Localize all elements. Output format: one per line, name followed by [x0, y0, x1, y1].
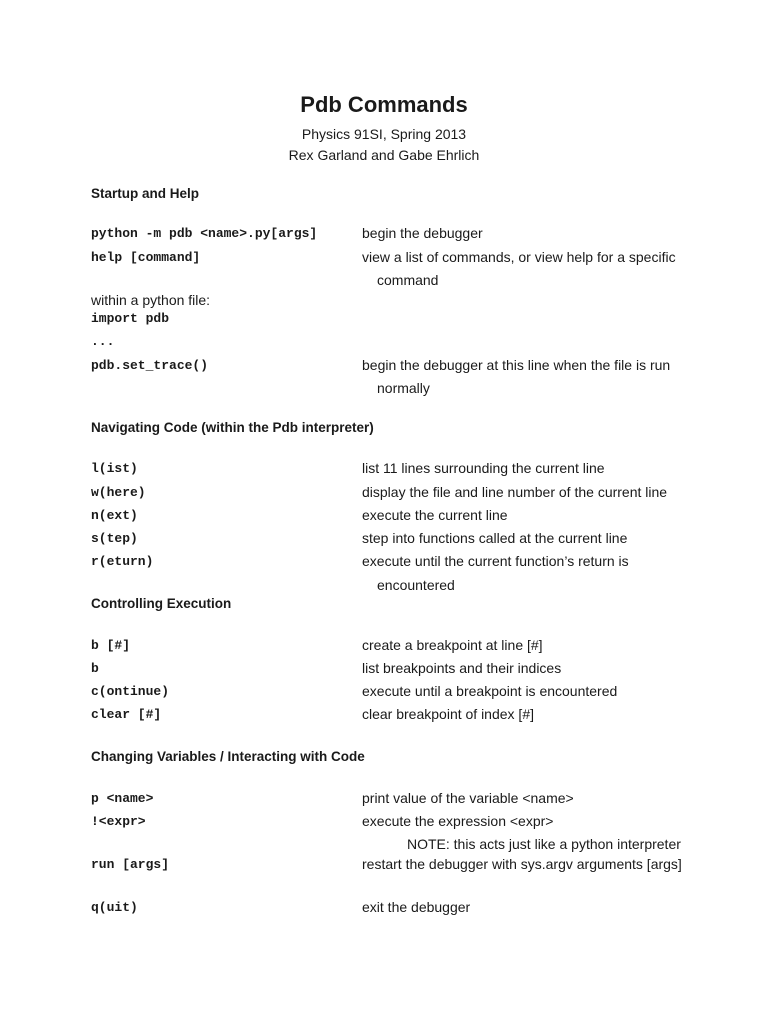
course-subtitle: Physics 91SI, Spring 2013: [301, 126, 467, 142]
description-run: restart the debugger with sys.argv arguments [args]: [362, 856, 682, 872]
description-quit: exit the debugger: [362, 899, 471, 915]
within-python-file-text: within a python file:: [91, 292, 211, 308]
command-run: run [args]: [91, 857, 170, 872]
description-print: print value of the variable <name>: [362, 790, 574, 806]
command-list: l(ist): [91, 461, 138, 476]
section-heading-startup: Startup and Help: [91, 186, 200, 201]
section-heading-changing: Changing Variables / Interacting with Code: [91, 749, 365, 764]
command-set-trace: pdb.set_trace(): [91, 358, 209, 373]
description-return-line1: execute until the current function’s return is: [362, 553, 629, 569]
description-set-trace-line2: normally: [377, 380, 430, 396]
description-breakpoint-line: create a breakpoint at line [#]: [362, 637, 543, 653]
description-expr: execute the expression <expr>: [362, 813, 554, 829]
command-where: w(here): [91, 485, 146, 500]
description-breakpoint-list: list breakpoints and their indices: [362, 660, 562, 676]
description-return-line2: encountered: [377, 577, 455, 593]
command-next: n(ext): [91, 508, 138, 523]
command-python-m-pdb: python -m pdb <name>.py[args]: [91, 226, 318, 241]
authors-subtitle: Rex Garland and Gabe Ehrlich: [288, 147, 480, 163]
description-continue: execute until a breakpoint is encountered: [362, 683, 618, 699]
description-step: step into functions called at the current line: [362, 530, 628, 546]
description-help-line1: view a list of commands, or view help for a specific: [362, 249, 676, 265]
command-breakpoint-list: b: [91, 661, 99, 676]
description-help-line2: command: [377, 272, 439, 288]
section-heading-navigating: Navigating Code (within the Pdb interpreter): [91, 420, 374, 435]
description-clear: clear breakpoint of index [#]: [362, 706, 534, 722]
command-step: s(tep): [91, 531, 138, 546]
description-python-m-pdb: begin the debugger: [362, 225, 483, 241]
command-return: r(eturn): [91, 554, 154, 569]
command-breakpoint-line: b [#]: [91, 638, 131, 653]
command-print: p <name>: [91, 791, 154, 806]
description-set-trace-line1: begin the debugger at this line when the file is run: [362, 357, 671, 373]
section-heading-controlling: Controlling Execution: [91, 596, 232, 611]
description-where: display the file and line number of the current line: [362, 484, 668, 500]
command-continue: c(ontinue): [91, 684, 170, 699]
ellipsis-text: ...: [91, 334, 115, 349]
command-clear: clear [#]: [91, 707, 162, 722]
page-title: Pdb Commands: [300, 92, 468, 117]
command-help: help [command]: [91, 250, 201, 265]
note-expr: NOTE: this acts just like a python interpreter: [407, 836, 681, 852]
command-expr: !<expr>: [91, 814, 146, 829]
description-next: execute the current line: [362, 507, 508, 523]
command-quit: q(uit): [91, 900, 138, 915]
command-import-pdb: import pdb: [91, 311, 170, 326]
description-list: list 11 lines surrounding the current line: [362, 460, 605, 476]
